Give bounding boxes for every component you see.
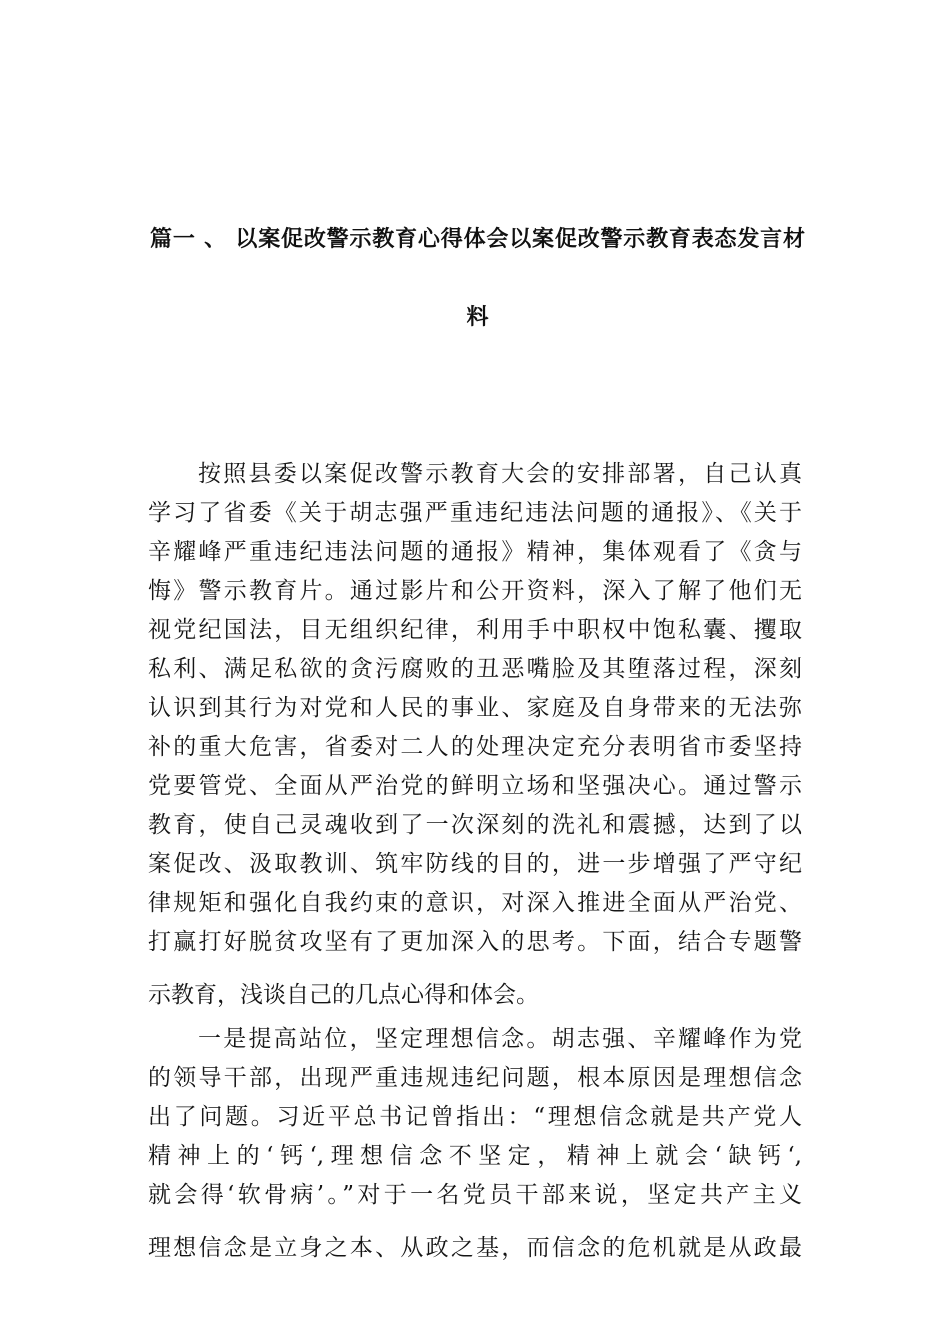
paragraph-line: 补的重大危害，省委对二人的处理决定充分表明省市委坚持 [148,734,802,760]
paragraph-line: 打赢打好脱贫攻坚有了更加深入的思考。下面，结合专题警 [148,929,802,955]
paragraph-line: 精神上的‘钙‘,理想信念不坚定，精神上就会‘缺钙‘, [148,1143,802,1169]
paragraph-line: 示教育，浅谈自己的几点心得和体会。 [148,982,539,1008]
paragraph-line: 一是提高站位，坚定理想信念。胡志强、辛耀峰作为党 [198,1026,802,1052]
paragraph-line: 律规矩和强化自我约束的意识，对深入推进全面从严治党、 [148,890,802,916]
paragraph-line: 按照县委以案促改警示教育大会的安排部署，自己认真 [198,461,802,487]
paragraph-line: 私利、满足私欲的贪污腐败的丑恶嘴脸及其堕落过程，深刻 [148,656,802,682]
paragraph-line: 出了问题。习近平总书记曾指出：“理想信念就是共产党人 [148,1104,802,1130]
paragraph-line: 悔》警示教育片。通过影片和公开资料，深入了解了他们无 [148,578,802,604]
paragraph-line: 案促改、汲取教训、筑牢防线的目的，进一步增强了严守纪 [148,851,802,877]
document-title-line-2: 料 [466,305,489,330]
document-title-line-1: 篇一 、 以案促改警示教育心得体会以案促改警示教育表态发言材 [150,227,805,252]
paragraph-line: 就会得‘软骨病’。”对于一名党员干部来说，坚定共产主义 [148,1182,802,1208]
paragraph-line: 视党纪国法，目无组织纪律，利用手中职权中饱私囊、攫取 [148,617,802,643]
paragraph-line: 学习了省委《关于胡志强严重违纪违法问题的通报》、《关于 [148,500,802,526]
paragraph-line: 的领导干部，出现严重违规违纪问题，根本原因是理想信念 [148,1065,802,1091]
paragraph-line: 教育，使自己灵魂收到了一次深刻的洗礼和震撼，达到了以 [148,812,802,838]
paragraph-line: 辛耀峰严重违纪违法问题的通报》精神，集体观看了《贪与 [148,539,802,565]
paragraph-line: 认识到其行为对党和人民的事业、家庭及自身带来的无法弥 [148,695,802,721]
paragraph-line: 党要管党、全面从严治党的鲜明立场和坚强决心。通过警示 [148,773,802,799]
paragraph-line: 理想信念是立身之本、从政之基，而信念的危机就是从政最 [148,1235,802,1261]
